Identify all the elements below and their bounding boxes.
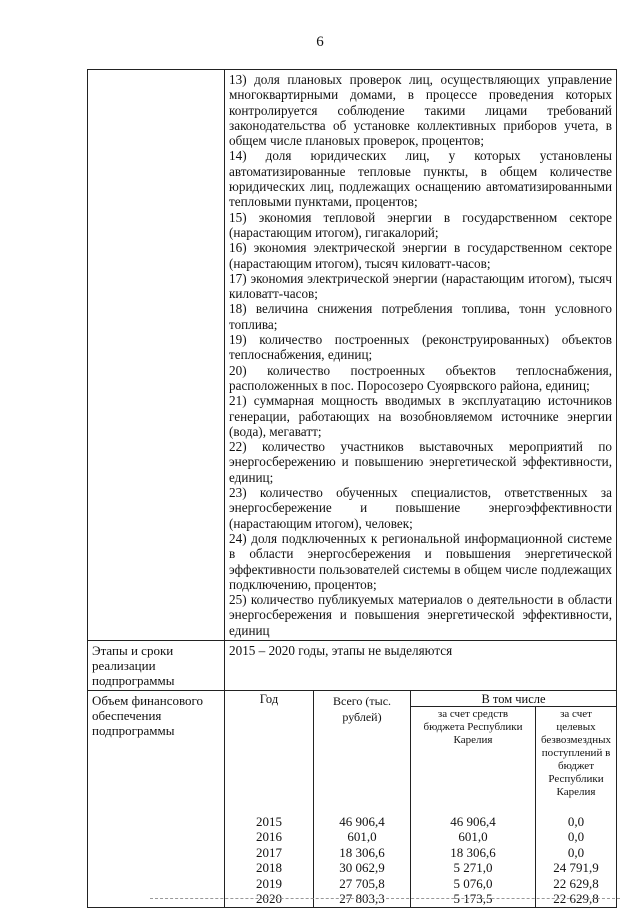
including-header: В том числе bbox=[411, 691, 617, 707]
year-cell: 2016 bbox=[256, 829, 282, 845]
indicator-item: 19) количество построенных (реконструированных) объектов теплоснабжения, единиц; bbox=[229, 332, 612, 363]
table-row bbox=[225, 860, 616, 876]
year-header: Год bbox=[259, 691, 279, 706]
grants-cell: 0,0 bbox=[536, 829, 617, 845]
year-cell: 2019 bbox=[256, 875, 282, 891]
passport-table bbox=[87, 69, 617, 908]
grants-cell: 22 629,8 bbox=[536, 891, 617, 907]
total-cell: 27 705,8 bbox=[314, 876, 411, 892]
grants-cell: 0,0 bbox=[536, 814, 617, 830]
indicator-item: 20) количество построенных объектов теплоснабжения, расположенных в пос. Поросозеро Суоярвского района, единиц; bbox=[229, 362, 612, 393]
budget-cell: 601,0 bbox=[411, 829, 536, 845]
indicators-label-cell bbox=[88, 70, 225, 640]
indicator-item: 14) доля юридических лиц, у которых установлены автоматизированные тепловые пункты, в общем количестве юридических лиц, подлежащих оснащению автоматизированными тепловыми пунктами, процентов; bbox=[229, 148, 612, 210]
table-row bbox=[225, 829, 616, 845]
budget-cell: 46 906,4 bbox=[411, 814, 536, 830]
finance-table-wrap bbox=[225, 691, 616, 907]
stages-value: 2015 – 2020 годы, этапы не выделяются bbox=[229, 642, 453, 658]
grants-cell: 0,0 bbox=[536, 845, 617, 861]
total-cell: 27 803,3 bbox=[314, 891, 411, 907]
finance-label: Объем финансового обеспечения подпрограммы bbox=[88, 691, 225, 907]
grants-header: за счет целевых безвозмездных поступлений в бюджет Республики Карелия bbox=[536, 706, 617, 800]
indicator-item: 15) экономия тепловой энергии в государственном секторе (нарастающим итогом), гигакалорий; bbox=[229, 209, 612, 240]
finance-row bbox=[88, 690, 616, 907]
total-cell: 46 906,4 bbox=[314, 814, 411, 830]
indicator-item: 18) величина снижения потребления топлива, тонн условного топлива; bbox=[229, 301, 612, 332]
indicator-item: 17) экономия электрической энергии (нарастающим итогом), тысяч киловатт-часов; bbox=[229, 270, 612, 302]
indicator-item: 21) суммарная мощность вводимых в эксплуатацию источников генерации, работающих на возобновляемом источнике энергии (вода), мегаватт; bbox=[229, 393, 612, 439]
page-number: 6 bbox=[316, 34, 324, 50]
indicator-item: 25) количество публикуемых материалов о деятельности в области энергосбережения и повышения энергетической эффективности, единиц bbox=[229, 592, 612, 638]
grants-cell: 24 791,9 bbox=[536, 860, 617, 876]
budget-cell: 5 076,0 bbox=[411, 876, 536, 892]
budget-cell: 18 306,6 bbox=[411, 845, 536, 861]
stages-label: Этапы и сроки реализации подпрограммы bbox=[88, 641, 225, 690]
budget-cell: 5 271,0 bbox=[411, 860, 536, 876]
finance-table bbox=[225, 691, 616, 907]
budget-cell: 5 173,5 bbox=[411, 891, 536, 907]
year-cell: 2018 bbox=[256, 860, 282, 876]
indicator-item: 13) доля плановых проверок лиц, осуществляющих управление многоквартирными домами, в процессе проведения которых контролируется соблюдение такими лицами требований законодательства об установке коллективных приборов учета, в общем числе плановых проверок, процентов; bbox=[229, 72, 612, 149]
year-cell: 2017 bbox=[256, 844, 282, 860]
total-cell: 30 062,9 bbox=[314, 860, 411, 876]
stages-row bbox=[88, 640, 616, 690]
year-cell: 2015 bbox=[256, 813, 282, 829]
table-row bbox=[225, 876, 616, 892]
table-row bbox=[225, 845, 616, 861]
budget-header: за счет средств бюджета Республики Карелия bbox=[411, 706, 536, 800]
indicators-list bbox=[225, 70, 616, 640]
year-cell: 2020 bbox=[256, 891, 282, 907]
total-header: Всего (тыс. рублей) bbox=[314, 691, 411, 800]
indicator-item: 16) экономия электрической энергии в государственном секторе (нарастающим итогом), тысяч киловатт-часов; bbox=[229, 240, 612, 271]
indicator-item: 24) доля подключенных к региональной информационной системе в области энергосбережения и повышения энергетической эффективности пользователей системы в общем числе подлежащих подключению, процентов; bbox=[229, 530, 612, 592]
grants-cell: 22 629,8 bbox=[536, 876, 617, 892]
indicators-row bbox=[88, 70, 616, 640]
indicator-item: 23) количество обученных специалистов, ответственных за энергосбережение и повышение энергоэффективности (нарастающим итогом), человек; bbox=[229, 485, 612, 531]
table-row bbox=[225, 814, 616, 830]
indicator-item: 22) количество участников выставочных мероприятий по энергосбережению и повышению энергетической эффективности, единиц; bbox=[229, 439, 612, 485]
total-cell: 18 306,6 bbox=[314, 845, 411, 861]
total-cell: 601,0 bbox=[314, 829, 411, 845]
scan-edge-line bbox=[150, 898, 620, 899]
